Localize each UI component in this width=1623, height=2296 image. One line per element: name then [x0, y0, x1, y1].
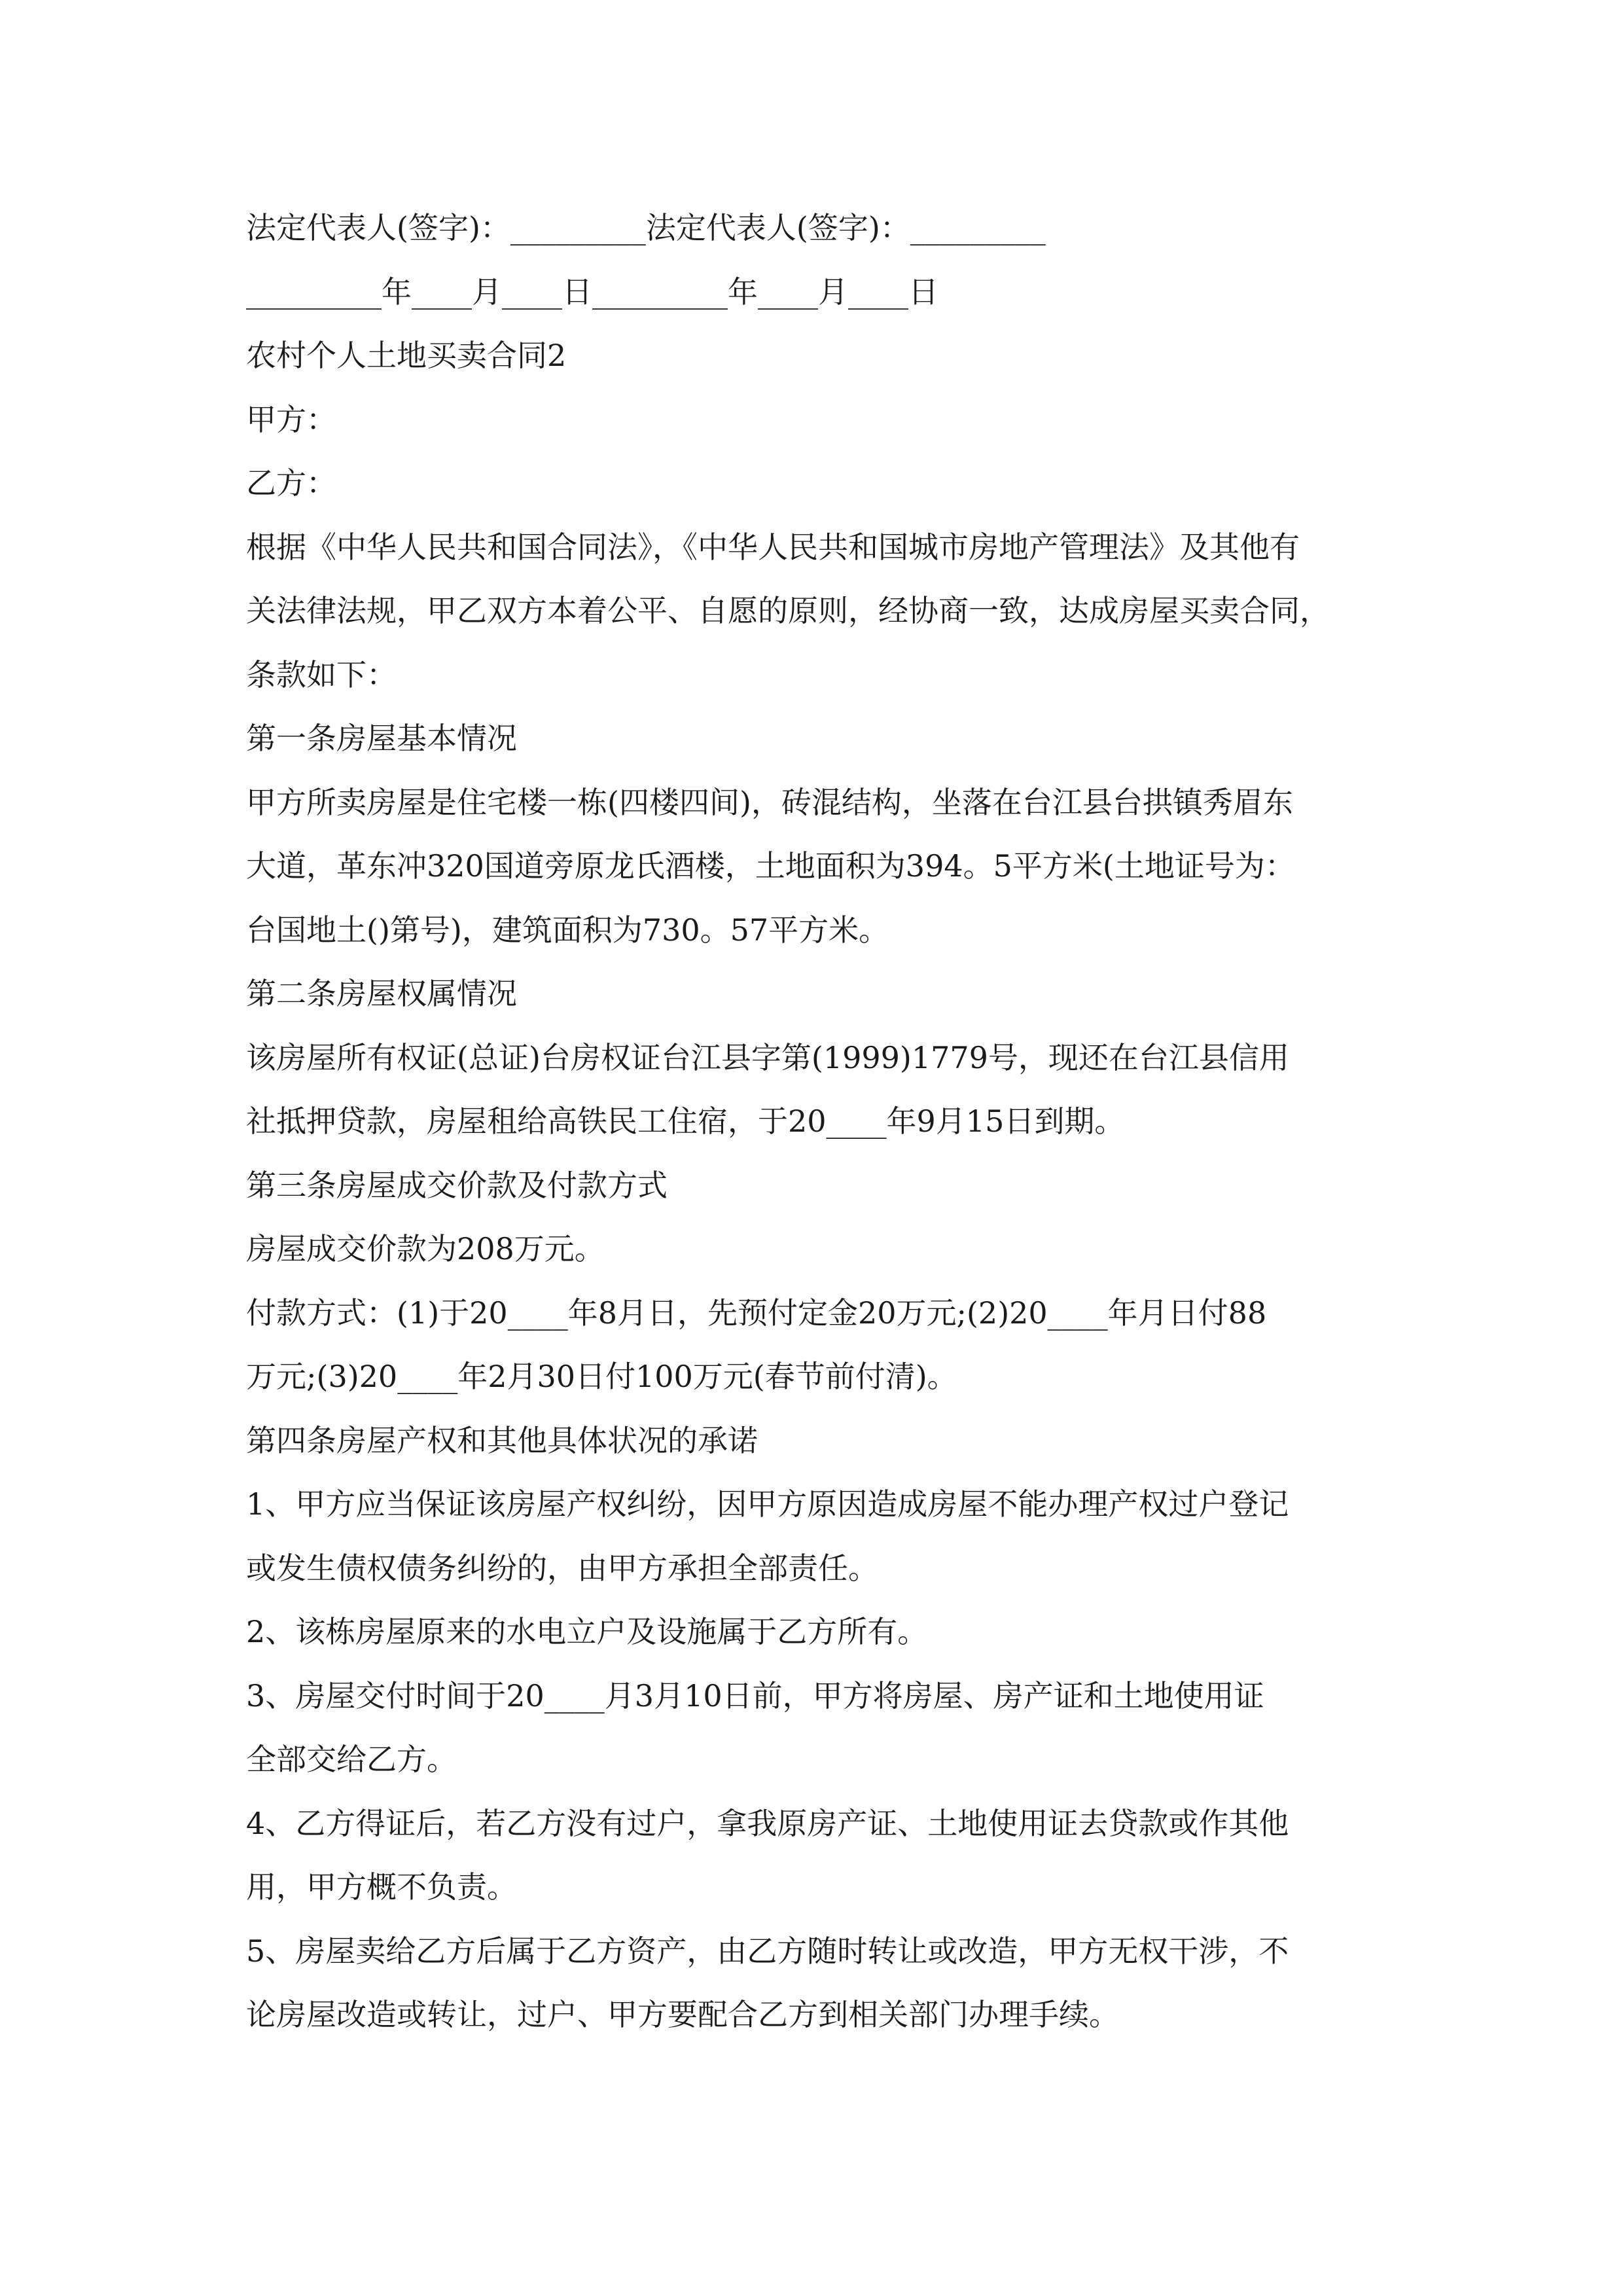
paragraph-line: 社抵押贷款，房屋租给高铁民工住宿，于20____年9月15日到期。	[246, 1103, 1125, 1139]
paragraph-line: 万元;(3)20____年2月30日付100万元(春节前付清)。	[246, 1359, 957, 1394]
preamble-line: 条款如下：	[246, 656, 397, 692]
preamble-line: 根据《中华人民共和国合同法》，《中华人民共和国城市房地产管理法》及其他有	[246, 529, 1300, 565]
article-heading: 第二条房屋权属情况	[246, 976, 517, 1011]
paragraph-line: 房屋成交价款为208万元。	[246, 1231, 605, 1266]
paragraph-line: 付款方式：(1)于20____年8月日，先预付定金20万元;(2)20____年月日付88	[246, 1295, 1267, 1331]
clause-line: 用，甲方概不负责。	[246, 1869, 517, 1905]
clause-line: 3、房屋交付时间于20____月3月10日前，甲方将房屋、房产证和土地使用证	[246, 1677, 1264, 1713]
clause-line: 论房屋改造或转让，过户、甲方要配合乙方到相关部门办理手续。	[246, 1997, 1119, 2032]
clause-line: 4、乙方得证后，若乙方没有过户，拿我原房产证、土地使用证去贷款或作其他	[246, 1805, 1289, 1841]
clause-line: 1、甲方应当保证该房屋产权纠纷，因甲方原因造成房屋不能办理产权过户登记	[246, 1486, 1289, 1522]
preamble-line: 关法律法规，甲乙双方本着公平、自愿的原则，经协商一致，达成房屋买卖合同，	[246, 593, 1330, 628]
clause-line: 2、该栋房屋原来的水电立户及设施属于乙方所有。	[246, 1614, 928, 1649]
paragraph-line: 该房屋所有权证(总证)台房权证台江县字第(1999)1779号，现还在台江县信用	[246, 1039, 1289, 1075]
clause-line: 全部交给乙方。	[246, 1742, 457, 1777]
date-line: _________年____月____日_________年____月____日	[246, 274, 938, 310]
paragraph-line: 大道，革东冲320国道旁原龙氏酒楼，土地面积为394。5平方米(土地证号为：	[246, 848, 1295, 884]
contract-title: 农村个人土地买卖合同2	[246, 338, 567, 373]
party-b-label: 乙方：	[246, 465, 336, 501]
paragraph-line: 台国地土()第号)，建筑面积为730。57平方米。	[246, 912, 889, 948]
party-a-label: 甲方：	[246, 401, 336, 437]
article-heading: 第一条房屋基本情况	[246, 721, 517, 756]
document-body	[246, 196, 1380, 2047]
article-heading: 第三条房屋成交价款及付款方式	[246, 1167, 668, 1203]
clause-line: 5、房屋卖给乙方后属于乙方资产，由乙方随时转让或改造，甲方无权干涉，不	[246, 1933, 1289, 1969]
clause-line: 或发生债权债务纠纷的，由甲方承担全部责任。	[246, 1550, 878, 1586]
paragraph-line: 甲方所卖房屋是住宅楼一栋(四楼四间)，砖混结构，坐落在台江县台拱镇秀眉东	[246, 784, 1293, 820]
signature-line: 法定代表人(签字)：_________法定代表人(签字)：_________	[246, 210, 1046, 245]
article-heading: 第四条房屋产权和其他具体状况的承诺	[246, 1422, 758, 1458]
